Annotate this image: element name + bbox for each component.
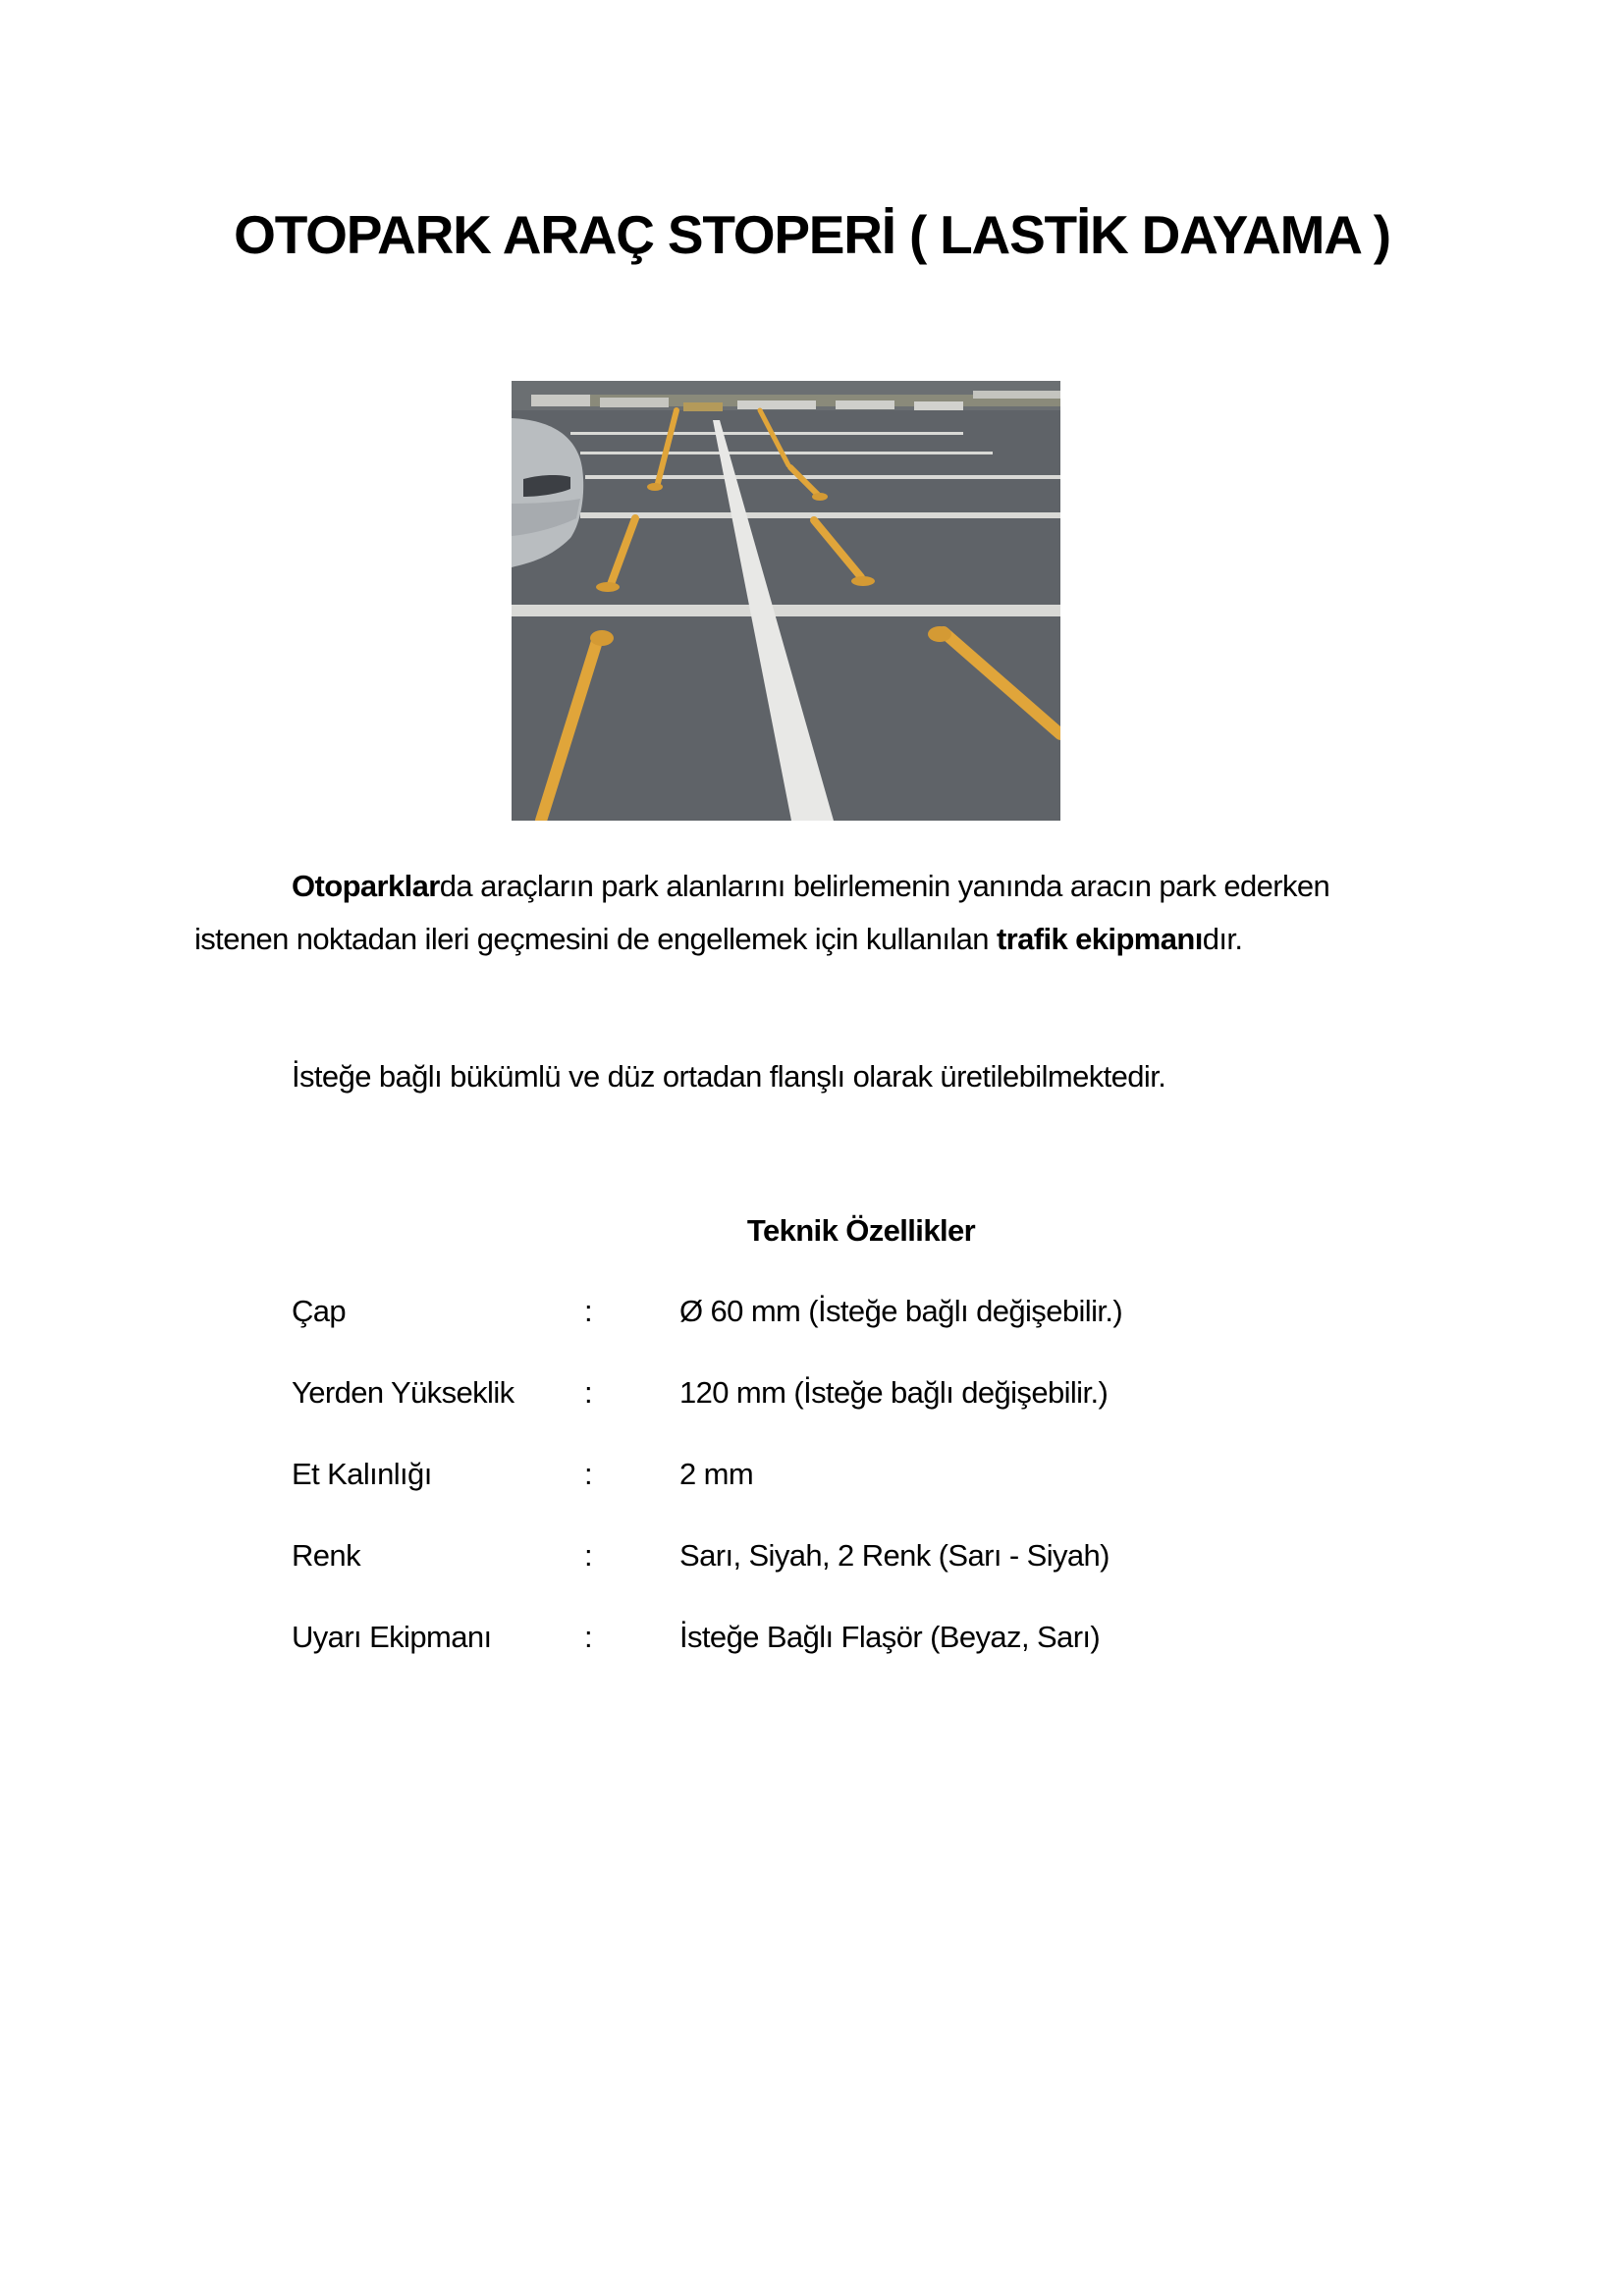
paragraph-text-a: da araçların park alanlarını belirlemenin yanında aracın park ederken istenen noktadan ileri geçmesini de engellemek için kullanılan bbox=[194, 869, 1330, 956]
spec-label: Et Kalınlığı bbox=[292, 1457, 432, 1491]
spec-separator: : bbox=[584, 1294, 593, 1328]
spec-separator: : bbox=[584, 1457, 593, 1491]
spec-value: 120 mm (İsteğe bağlı değişebilir.) bbox=[679, 1375, 1109, 1410]
spec-label: Uyarı Ekipmanı bbox=[292, 1620, 492, 1654]
spec-separator: : bbox=[584, 1375, 593, 1410]
spec-label: Renk bbox=[292, 1538, 360, 1573]
bold-term-otoparklar: Otoparklar bbox=[292, 869, 440, 903]
description-paragraph bbox=[194, 860, 1402, 966]
product-photo bbox=[512, 381, 1060, 821]
spec-value: Ø 60 mm (İsteğe bağlı değişebilir.) bbox=[679, 1294, 1123, 1328]
parking-stopper-photo bbox=[512, 381, 1060, 821]
spec-label: Yerden Yükseklik bbox=[292, 1375, 514, 1410]
paragraph-text-b: dır. bbox=[1202, 922, 1243, 956]
production-note: İsteğe bağlı bükümlü ve düz ortadan flanşlı olarak üretilebilmektedir. bbox=[292, 1059, 1166, 1094]
bold-term-trafik-ekipmani: trafik ekipmanı bbox=[996, 922, 1203, 956]
spec-value: Sarı, Siyah, 2 Renk (Sarı - Siyah) bbox=[679, 1538, 1110, 1573]
page-title: OTOPARK ARAÇ STOPERİ ( LASTİK DAYAMA ) bbox=[234, 204, 1390, 265]
spec-separator: : bbox=[584, 1538, 593, 1573]
spec-value: 2 mm bbox=[679, 1457, 754, 1491]
spec-separator: : bbox=[584, 1620, 593, 1654]
spec-label: Çap bbox=[292, 1294, 347, 1328]
specs-heading: Teknik Özellikler bbox=[746, 1213, 976, 1248]
spec-value: İsteğe Bağlı Flaşör (Beyaz, Sarı) bbox=[679, 1620, 1101, 1654]
